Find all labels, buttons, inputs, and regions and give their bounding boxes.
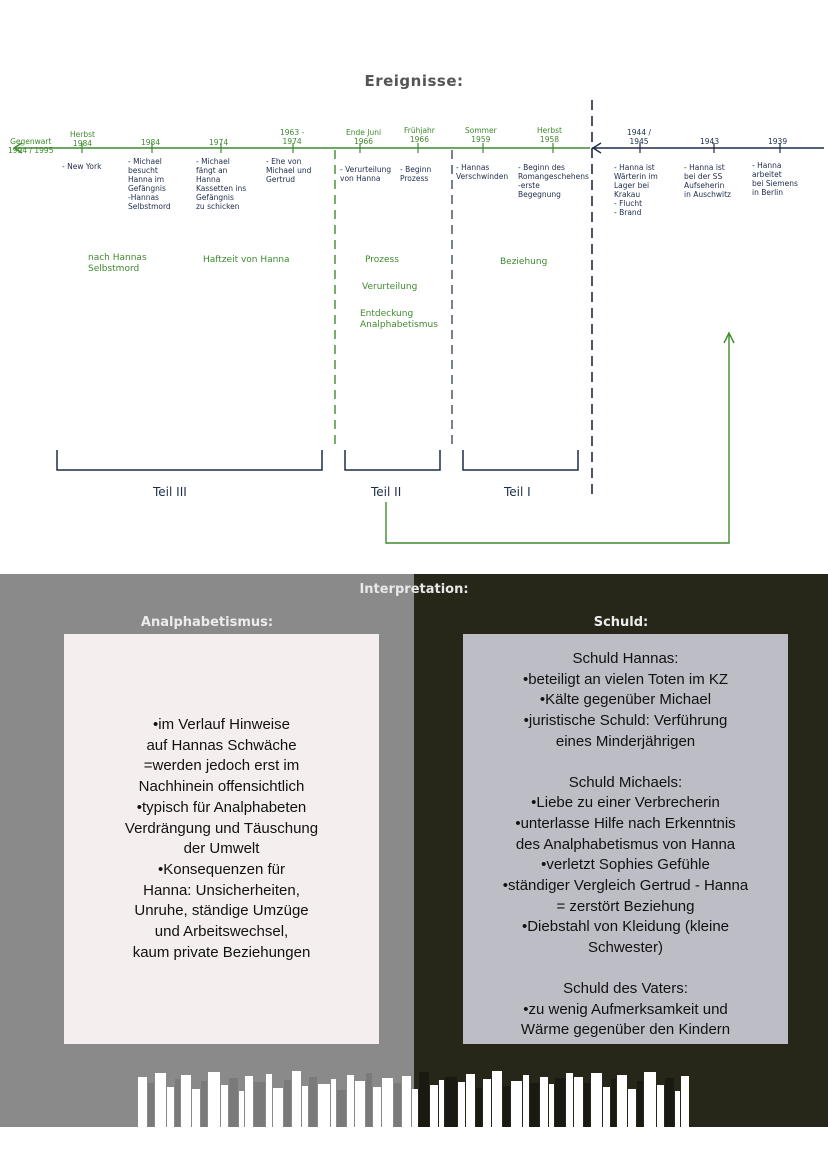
- timeline-event: - Beginn des Romangeschehens -erste Begegnung: [518, 163, 589, 199]
- book-spine: [555, 1078, 565, 1127]
- page-footer: [0, 1127, 828, 1170]
- timeline-event: - Hanna ist bei der SS Aufseherin in Auschwitz: [684, 163, 731, 199]
- schuld-line: •verletzt Sophies Gefühle: [541, 856, 710, 874]
- analphabetismus-line: Unruhe, ständige Umzüge: [134, 902, 309, 920]
- book-spine: [148, 1083, 154, 1127]
- book-spine: [284, 1080, 291, 1127]
- schuld-line: •Diebstahl von Kleidung (kleine: [521, 918, 730, 936]
- timeline-event: - Hanna arbeitet bei Siemens in Berlin: [752, 161, 798, 197]
- book-spine: [466, 1074, 475, 1127]
- book-spine: [511, 1081, 522, 1127]
- book-spine: [419, 1072, 429, 1127]
- analphabetismus-line: auf Hannas Schwäche: [146, 736, 297, 754]
- book-spine: [239, 1091, 244, 1127]
- schuld-line: des Analphabetismus von Hanna: [515, 835, 736, 853]
- interpretation-title: Interpretation:: [359, 582, 469, 597]
- book-spine: [603, 1087, 610, 1127]
- book-spine: [657, 1085, 664, 1127]
- schuld-line: •unterlasse Hilfe nach Erkenntnis: [515, 814, 736, 832]
- schuld-line: •juristische Schuld: Verführung: [523, 712, 728, 730]
- schuld-line: eines Minderjährigen: [555, 732, 696, 750]
- book-spine: [492, 1071, 502, 1127]
- book-spine: [591, 1073, 602, 1127]
- book-spine: [681, 1076, 689, 1127]
- book-spine: [221, 1085, 228, 1127]
- schuld-heading: Schuld:: [593, 615, 649, 630]
- analphabetismus-line: der Umwelt: [183, 840, 260, 858]
- book-spine: [167, 1087, 174, 1127]
- schuld-line: •ständiger Vergleich Gertrud - Hanna: [502, 877, 749, 895]
- timeline-event: - Michael fängt an Hanna Kassetten ins Gefängnis zu schicken: [196, 157, 247, 211]
- timeline-date: Ende Juni 1966: [346, 128, 382, 146]
- timeline-event: - Ehe von Michael und Gertrud: [266, 157, 312, 184]
- book-spine: [476, 1088, 482, 1127]
- analphabetismus-line: •Konsequenzen für: [157, 860, 285, 878]
- book-spine: [483, 1079, 491, 1127]
- book-spine: [617, 1075, 627, 1127]
- book-spine: [254, 1082, 265, 1127]
- analphabetismus-line: •typisch für Analphabeten: [136, 798, 307, 816]
- timeline-event: - Michael besucht Hanna im Gefängnis -Hannas Selbstmord: [128, 157, 171, 211]
- analphabetismus-heading: Analphabetismus:: [140, 615, 274, 630]
- book-spine: [245, 1076, 253, 1127]
- analphabetismus-line: Nachhinein offensichtlich: [138, 778, 305, 796]
- book-spine: [266, 1074, 272, 1127]
- book-spine: [302, 1086, 308, 1127]
- book-spine: [611, 1079, 616, 1127]
- part-label: Teil III: [153, 485, 187, 499]
- book-spine: [430, 1085, 438, 1127]
- book-spine: [309, 1077, 317, 1127]
- book-spine: [458, 1082, 465, 1127]
- book-spine: [382, 1078, 393, 1127]
- book-spine: [229, 1078, 238, 1127]
- part-label: Teil I: [504, 485, 531, 499]
- book-spine: [175, 1079, 180, 1127]
- bracket-teil-1: [463, 450, 578, 470]
- bookshelf-decoration: [0, 1068, 828, 1127]
- book-spine: [574, 1077, 583, 1127]
- book-spine: [208, 1072, 220, 1127]
- book-spine: [273, 1088, 283, 1127]
- book-spine: [201, 1081, 207, 1127]
- book-spine: [584, 1083, 590, 1127]
- schuld-group-title: Schuld des Vaters:: [563, 979, 688, 997]
- schuld-line: •Kälte gegenüber Michael: [539, 691, 712, 709]
- book-spine: [192, 1089, 200, 1127]
- book-spine: [355, 1081, 365, 1127]
- book-spine: [445, 1077, 457, 1127]
- part-label: Teil II: [371, 485, 402, 499]
- book-spine: [644, 1072, 656, 1127]
- analphabetismus-line: und Arbeitswechsel,: [154, 923, 289, 941]
- timeline-phase: Prozess: [365, 255, 399, 265]
- timeline-date: 1943: [700, 137, 720, 146]
- book-spine: [637, 1081, 643, 1127]
- timeline-event: - Hannas Verschwinden: [456, 163, 509, 181]
- book-spine: [530, 1083, 539, 1127]
- schuld-line: Schwester): [587, 939, 664, 957]
- timeline-phase: Haftzeit von Hanna: [203, 255, 290, 265]
- book-spine: [523, 1075, 529, 1127]
- timeline-date: Herbst 1984: [70, 130, 95, 148]
- book-spine: [549, 1084, 554, 1127]
- analphabetismus-line: •im Verlauf Hinweise: [153, 716, 290, 733]
- timeline-date: 1939: [768, 137, 788, 146]
- timeline-date: Sommer 1959: [465, 126, 497, 144]
- schuld-group-title: Schuld Michaels:: [568, 773, 683, 791]
- schuld-line: Wärme gegenüber den Kindern: [520, 1021, 731, 1039]
- book-spine: [665, 1078, 674, 1127]
- timeline-phase: Beziehung: [500, 257, 548, 267]
- schuld-line: •Liebe zu einer Verbrecherin: [531, 794, 720, 812]
- schuld-box: [463, 634, 788, 1044]
- analphabetismus-line: Hanna: Unsicherheiten,: [143, 881, 300, 899]
- book-spine: [318, 1084, 330, 1127]
- book-spine: [366, 1073, 372, 1127]
- book-spine: [566, 1073, 573, 1127]
- timeline-title: Ereignisse:: [364, 72, 464, 90]
- bracket-teil-2: [345, 450, 440, 470]
- analphabetismus-box: [64, 634, 379, 1044]
- timeline-phase: nach Hannas Selbstmord: [88, 253, 147, 274]
- timeline-event: - Hanna ist Wärterin im Lager bei Krakau - Flucht - Brand: [614, 163, 658, 217]
- timeline-event: - Verurteilung von Hanna: [340, 165, 392, 183]
- book-spine: [540, 1077, 548, 1127]
- timeline-date: 1944 / 1945: [627, 128, 651, 146]
- timeline-date: 1974: [209, 138, 229, 147]
- book-spine: [181, 1075, 191, 1127]
- analphabetismus-line: kaum private Beziehungen: [132, 943, 311, 961]
- schuld-line: •zu wenig Aufmerksamkeit und: [523, 1000, 728, 1018]
- bracket-teil-3: [57, 450, 322, 470]
- book-spine: [138, 1077, 147, 1127]
- book-spine: [402, 1076, 411, 1127]
- book-spine: [337, 1090, 346, 1127]
- book-spine: [439, 1080, 444, 1127]
- timeline-event: - Beginn Prozess: [400, 165, 432, 183]
- schuld-line: = zerstört Beziehung: [556, 897, 695, 915]
- book-spine: [347, 1075, 354, 1127]
- connector-arrow: [386, 335, 729, 543]
- book-spine: [675, 1091, 680, 1127]
- timeline-date: Gegenwart 1994 / 1995: [8, 137, 54, 155]
- schuld-line: •beteiligt an vielen Toten im KZ: [522, 670, 729, 688]
- analphabetismus-line: =werden jedoch erst im: [143, 757, 300, 775]
- book-spine: [394, 1083, 401, 1127]
- book-spine: [503, 1086, 510, 1127]
- book-spine: [412, 1089, 418, 1127]
- book-spine: [331, 1079, 336, 1127]
- book-spine: [155, 1073, 166, 1127]
- timeline-phase: Entdeckung Analphabetismus: [360, 309, 438, 330]
- analphabetismus-line: Verdrängung und Täuschung: [124, 819, 319, 837]
- book-spine: [628, 1089, 636, 1127]
- timeline-date: Frühjahr 1966: [404, 126, 435, 144]
- timeline-date: 1963 - 1974: [280, 128, 305, 146]
- book-spine: [373, 1087, 381, 1127]
- timeline-event: - New York: [62, 162, 102, 171]
- timeline-phase: Verurteilung: [362, 282, 418, 292]
- schuld-group-title: Schuld Hannas:: [572, 650, 679, 667]
- book-spine: [292, 1071, 301, 1127]
- timeline-date: 1984: [141, 138, 161, 147]
- timeline-date: Herbst 1958: [537, 126, 562, 144]
